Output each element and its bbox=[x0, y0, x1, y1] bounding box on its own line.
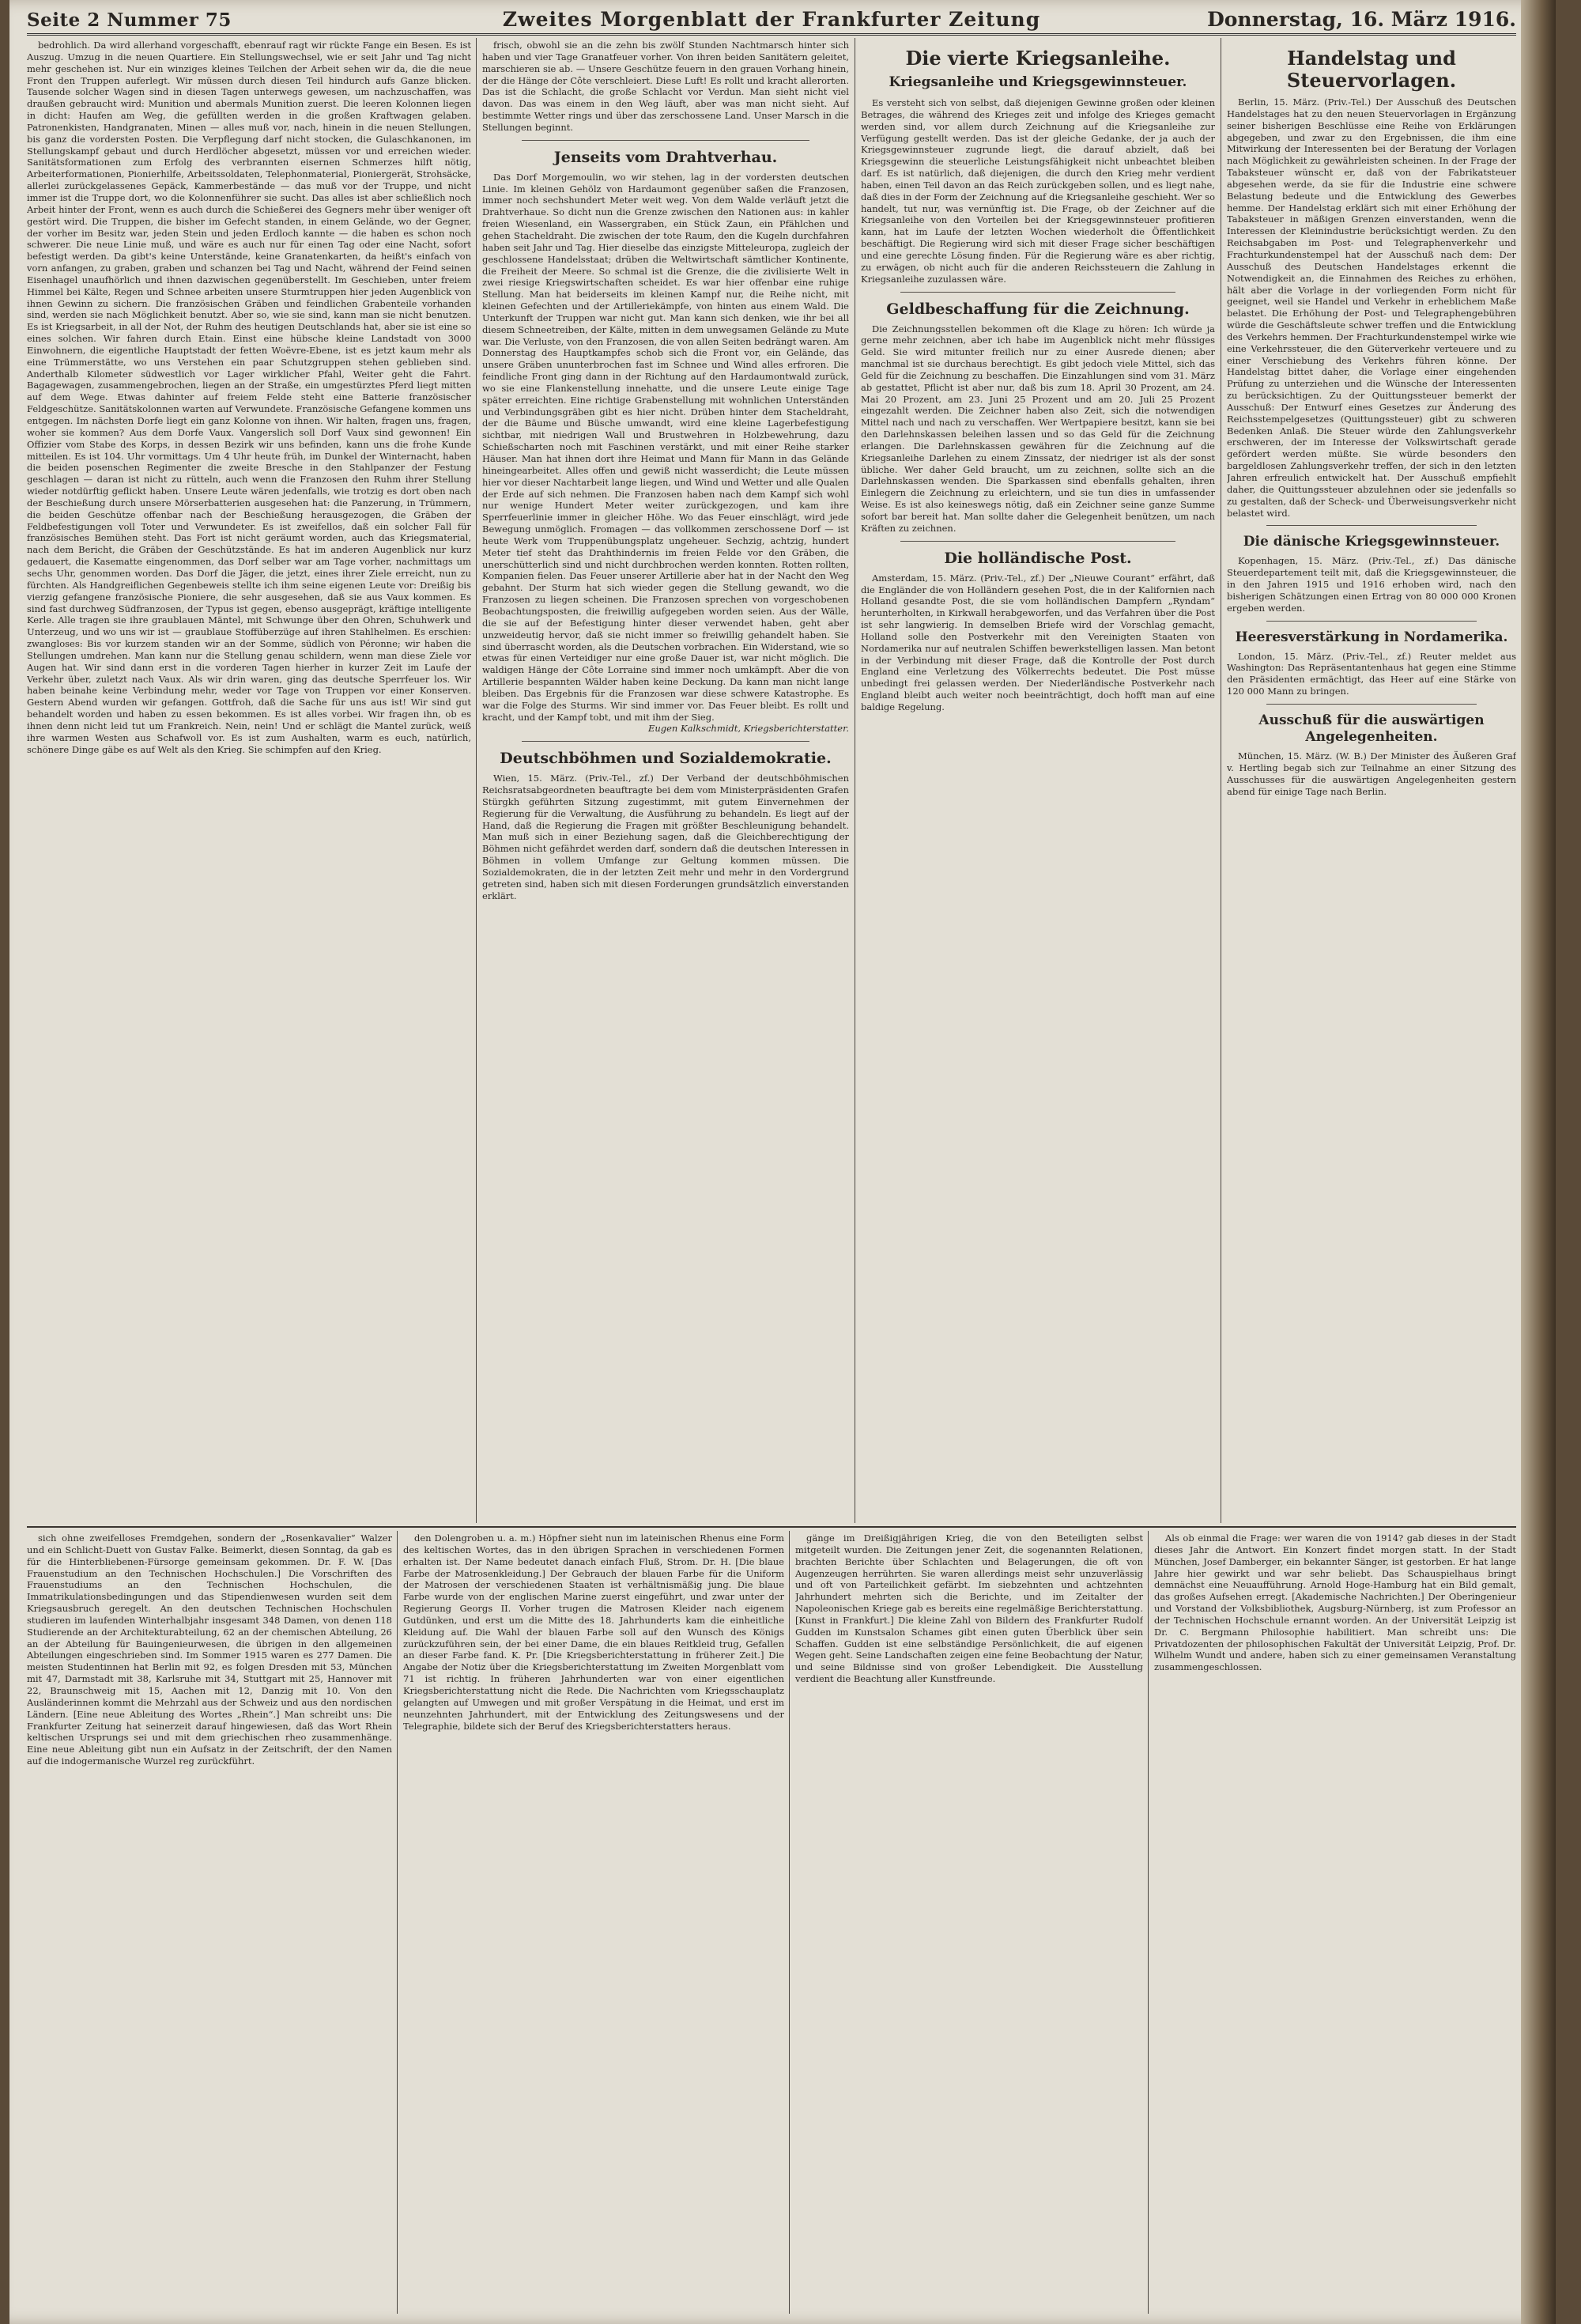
column-1 bbox=[27, 40, 471, 1520]
divider bbox=[1266, 525, 1477, 526]
article-text: Kopenhagen, 15. März. (Priv.-Tel., zf.) Das dänische Steuerdepartement teilt mit, daß die Kriegsgewinnsteuer, die in den Jahren 1915 und 1916 erhoben wird, nach den bisherigen Schätzungen einen Ertrag von 80 000 000 Kronen ergeben werden. bbox=[1227, 555, 1516, 614]
article-headline: Jenseits vom Drahtverhau. bbox=[553, 148, 778, 166]
article-text: Als ob einmal die Frage: wer waren die von 1914? gab dieses in der Stadt dieses Jahr die Antwort. Ein Konzert findet morgen statt. In der Stadt München, Josef Damberger, ein bekannter Sänger, ist gestorben. Er hat lange Jahre hier gewirkt und war sehr beliebt. Das Schauspielhaus bringt demnächst eine Neuaufführung. Arnold Hoge-Hamburg hat ein Bild gemalt, das großes Aufsehen erregt. [Akademische Nachrichten.] Der Oberingenieur und Vorstand der Volksbibliothek, Augsburg-Nürnberg, ist zum Professor an der Technischen Hochschule ernannt worden. An der Universität Leipzig ist Dr. C. Bergmann Philosophie habilitiert. Man schreibt uns: Die Privatdozenten der philosophischen Fakultät der Universität Leipzig, Prof. Dr. Wilhelm Wundt und andere, haben sich zu einer gemeinsamen Veranstaltung zusammengeschlossen. bbox=[1154, 1532, 1516, 1673]
article-text: frisch, obwohl sie an die zehn bis zwölf Stunden Nachtmarsch hinter sich haben und vier Tage Granatfeuer vorher. Von ihren beiden Sanitätern geleitet, marschieren sie ab. — Unsere Geschütze feuern in den grauen Vorhang hinein, der die Hänge der Côte verschleiert. Diese Luft! Es rollt und kracht allerorten. Das ist die Schlacht, die große Schlacht vor Verdun. Man sieht nicht viel davon. Das was einem in den Weg läuft, aber was man nicht sieht. Auf bestimmte Wetter rings und über das zerschossene Land. Unser Marsch in die Stellungen beginnt. bbox=[482, 40, 849, 133]
feuilleton-column-1 bbox=[27, 1532, 392, 2315]
article-headline: Geldbeschaffung für die Zeichnung. bbox=[886, 300, 1190, 318]
masthead bbox=[27, 6, 1516, 36]
issue-date: Donnerstag, 16. März 1916. bbox=[1207, 8, 1516, 31]
column-2 bbox=[482, 40, 849, 1520]
book-spine bbox=[1521, 0, 1556, 2324]
article-headline: Heeresverstärkung in Nordamerika. bbox=[1235, 629, 1508, 645]
article-headline: Deutschböhmen und Sozialdemokratie. bbox=[500, 750, 832, 768]
column-rule bbox=[476, 38, 477, 1523]
page-number: Seite 2 Nummer 75 bbox=[27, 9, 232, 31]
author-signature: Eugen Kalkschmidt, Kriegsberichterstatter. bbox=[647, 723, 849, 735]
article-headline: Die holländische Post. bbox=[944, 549, 1132, 567]
article-text: Amsterdam, 15. März. (Priv.-Tel., zf.) Der „Nieuwe Courant“ erfährt, daß die Engländer die von Holländern gesehen Post, die in der Kalifornien nach Holland gesandte Post, die sie vom holländischen Dampfern „Ryndam“ herunterholten, in Kirkwall herabgeworfen, und das Verfahren über die Post ist sehr langwierig. In demselben Briefe wird der Vorschlag gemacht, Holland solle den Postverkehr mit den Vereinigten Staaten von Nordamerika nur auf neutralen Schiffen bewerkstelligen lassen. Man betont in der Verbindung mit dieser Frage, daß die Kontrolle der Post durch England eine Verletzung des Völkerrechts bedeutet. Die Post müsse unbedingt frei gelassen werden. Der Niederländische Postverkehr nach England bleibt auch weiter noch beeinträchtigt, doch hofft man auf eine baldige Regelung. bbox=[861, 572, 1215, 712]
article-text: den Dolengroben u. a. m.) Höpfner sieht nun im lateinischen Rhenus eine Form des keltischen Wortes, das in den übrigen Sprachen in verschiedenen Formen erhalten ist. Der Name bedeutet danach einfach Fluß, Strom. Dr. H. [Die blaue Farbe der Matrosenkleidung.] Der Gebrauch der blauen Farbe für die Uniform der Matrosen der verschiedenen Staaten ist verhältnismäßig jung. Die blaue Farbe wurde von der englischen Marine zuerst eingeführt, und zwar unter der Regierung Georgs II. Vorher trugen die Matrosen Kleider nach eigenem Gutdünken, und erst um die Mitte des 18. Jahrhunderts kam die einheitliche Kleidung auf. Die Wahl der blauen Farbe soll auf den Wunsch des Königs zurückzuführen sein, der bei einer Dame, die ein blaues Reitkleid trug, Gefallen an dieser Farbe fand. K. Pr. [Die Kriegsberichterstattung in früherer Zeit.] Die Angabe der Notiz über die Kriegsberichterstattung im Zweiten Morgenblatt vom 71 ist richtig. In früheren Jahrhunderten war von einer eigentlichen Kriegsberichterstattung nicht die Rede. Die Nachrichten vom Kriegsschauplatz gelangten auf Umwegen und mit großer Verspätung in die Heimat, und erst im neunzehnten Jahrhundert, mit der Entwicklung des Zeitungswesens und der Telegraphie, bildete sich der Beruf des Kriegsberichterstatters heraus. bbox=[403, 1532, 784, 1732]
feuilleton-column-3 bbox=[795, 1532, 1143, 2315]
newspaper-title: Zweites Morgenblatt der Frankfurter Zeitung bbox=[502, 8, 1041, 31]
article-headline: Die vierte Kriegsanleihe. bbox=[905, 47, 1171, 70]
article-text: London, 15. März. (Priv.-Tel., zf.) Reuter meldet aus Washington: Das Repräsentantenhaus hat gegen eine Stimme den Präsidenten ermächtigt, das Heer auf eine Stärke von 120 000 Mann zu bringen. bbox=[1227, 650, 1516, 697]
feuilleton-column-4 bbox=[1154, 1532, 1516, 2315]
article-text: gänge im Dreißigjährigen Krieg, die von den Beteiligten selbst mitgeteilt wurden. Die Zeitungen jener Zeit, die sogenannten Relationen, brachten Berichte über Schlachten und Belagerungen, die oft von Augenzeugen herrührten. Sie waren allerdings meist sehr unzuverlässig und oft von Parteilichkeit gefärbt. Im siebzehnten und achtzehnten Jahrhundert mehrten sich die Berichte, und im Zeitalter der Napoleonischen Kriege gab es bereits eine regelmäßige Berichterstattung. [Kunst in Frankfurt.] Die kleine Zahl von Bildern des Frankfurter Rudolf Gudden im Kunstsalon Schames gibt einen guten Überblick über sein Schaffen. Gudden ist eine selbständige Persönlichkeit, die auf eigenen Wegen geht. Seine Landschaften zeigen eine feine Beobachtung der Natur, und seine Bildnisse sind von großer Lebendigkeit. Die Ausstellung verdient die Beachtung aller Kunstfreunde. bbox=[795, 1532, 1143, 1685]
column-3 bbox=[861, 40, 1215, 1520]
article-text: bedrohlich. Da wird allerhand vorgeschafft, ebenrauf ragt wir rückte Fange ein Besen. Es ist Auszug. Umzug in die neuen Quartiere. Ein Stellungswechsel, wie er seit Jahr und Tag nicht mehr geschehen ist. Nur ein winziges kleines Teilchen der Arbeit sehen wir da, die die neue Front den Truppen auferlegt. Wir müssen durch diesen Teil hindurch aufs Ganze blicken. Tausende solcher Wagen sind in diesen Tagen unterwegs gewesen, um nachzuschaffen, was draußen gebraucht wird: Munition und abermals Munition zuerst. Die leeren Kolonnen liegen in dicht: Haufen am Weg, die gefüllten werden in die großen Kraftwagen gelaben. Patronenkisten, Handgranaten, Minen — alles muß vor, nach, hinein in die neuen Stellungen, bis ganz die vordersten Posten. Die Verpflegung darf nicht stocken, die Gulaschkanonen, im Stellungskampf gebaut und durch Herdlöcher abgesetzt, müssen vor und erreichen wieder. Sanitätsformationen zum Erfolg des verbrannten eisernen Schmerzes hilft nötig, Arbeiterformationen, Pionierhilfe, Arbeitssoldaten, Telephonmaterial, Pioniergerät, Strohsäcke, allerlei zurückgelassenes Gepäck, Kammerbestände — das muß vor der Truppe, und nicht immer ist die Truppe dort, wo die Kolonnenführer sie sucht. Das alles ist aber schließlich noch Arbeit hinter der Front, wenn es auch durch die Schießerei des Gegners mehr über weniger oft gestört wird. Die Truppen, die bisher im Gefecht standen, in einem Gelände, wo der Gegner, der vorher im Besitz war, jeden Stein und jeden Erdloch kannte — die haben es schon noch schwerer. Die neue Linie muß, und wäre es auch nur für einen Tag oder eine Nacht, sofort befestigt werden. Da gibt's keine Unterstände, keine Granatenkarten, da heißt's einfach von vorn anfangen, zu graben, graben und schanzen bei Tag und Nacht, während der Feind seinen Eisenhagel unaufhörlich und ihnen dazwischen gegenüberstellt. Im Geschieben, unter freiem Himmel bei Kälte, Regen und Schnee arbeiten unsere Sturmtruppen hier jeden Augenblick von ihnen Gewinn zu sichern. Die französischen Gräben und feindlichen Grabenteile vorhanden sind, werden sie nach Möglichkeit benutzt. Aber so, wie sie sind, kann man sie nicht benutzen. Es ist Kriegsarbeit, in all der Not, der Ruhm des heutigen Deutschlands hat, aber sie ist eine so eines solchen. Wir fahren durch Etain. Einst eine hübsche kleine Landstadt von 3000 Einwohnern, die eigentliche Hauptstadt der fetten Woëvre-Ebene, ist es jetzt kaum mehr als eine Trümmerstätte, wo uns Verstehen ein paar Schutzgruppen stehen geblieben sind. Anderthalb Kilometer südwestlich vor Lager wirklicher Pfahl, Weiter geht die Fahrt. Bagagewagen, zusammengebrochen, liegen an der Straße, ein umgestürztes Pferd liegt mitten auf dem Wege. Etwas dahinter auf freiem Felde steht eine Batterie französischer Feldgeschütze. Sanitätskolonnen warten auf Verwundete. Französische Gefangene kommen uns entgegen. Im nächsten Dorfe liegt ein ganz Kolonne von ihnen. Wir halten, fragen uns, fragen, woher sie kommen? Aus dem Dorfe Vaux. Vangerslich soll Dorf Vaux sind gewonnen! Ein Offizier vom Stabe des Korps, in dessen Bezirk wir uns befinden, kann uns die frohe Kunde mitteilen. Es ist 104. Uhr vormittags. Um 4 Uhr heute früh, im Dunkel der Winternacht, haben die beiden posenschen Regimenter die zweite Bresche in den Stahlpanzer der Festung geschlagen — daran ist nicht zu rütteln, auch wenn die Franzosen den Ruhm ihrer Stellung wieder notdürftig geflickt haben. Unsere Leute wären jedenfalls, wie trotzig es dort oben nach der Beschießung durch unsere Mörserbatterien ausgesehen hat: die Panzerung, in Trümmern, die beiden Geschütze offenbar nach der Beschießung herausgezogen, die Gräben der Feldbefestigungen voll Toter und Verwundeter. Es ist zweifellos, daß ein solcher Fall für französisches Bemühen steht. Das Fort ist nicht geräumt worden, auch das Kriegsmaterial, nach dem Bericht, die Gräben der Geschützstände. Es hat im anderen Augenblick nur kurz gedauert, die Kasematte eingenommen, das Dorf selber war am Tage vorher, nachmittags um sechs Uhr, genommen worden. Das Dorf die Jäger, die jetzt, eines ihrer Ziele erreicht, nun zu fürchten. Als Handgreiflichen Gegenbeweis stellte ich ihm seine eigenen Leute vor: Dreißig bis vierzig gefangene französische Pioniere, die sehr ausgesehen, daß sie aus Vaux kommen. Es sind fast durchweg Südfranzosen, der Typus ist gegen, ebenso ausgeprägt, kräftige intelligente Kerle. Alle tragen sie ihre graublauen Mäntel, mit Schwunge über den Ohren, Schuhwerk und Unterzeug, und wo uns wir ist — graublaue Stoffüberzüge auf ihren Stahlhelmen. Es erschien: zwangloses: Bis vor kurzem standen wir an der Somme, südlich von Péronne; wir haben die Stellungen umdrehen. Man kann nur die Stellung genau schildern, wenn man diese Ziele vor Augen hat. Wir sind dann erst in die vorderen Tagen hierher in kurzer Zeit im Laufe der Verkehr über, zuletzt nach Vaux. Als wir drin waren, ging das deutsche Sperrfeuer los. Wir haben beinahe keine Verbindung mehr, weder vor Tage von Truppen vor einer Konserven. Gestern Abend wurden wir gefangen. Gottfroh, daß die Sache für uns aus ist! Wir sind gut behandelt worden und haben zu essen bekommen. Es ist alles vorbei. Wir fragen ihn, ob es ihnen denn nicht leid tut um Frankreich. Nein, nein! Und er schlägt die Mantel zurück, weiß ihre warmen Westen aus Schafwoll vor. Es ist zum Aushalten, warm es euch, natürlich, schönere Dinge gäbe es auf Welt als den Krieg. Sie schimpfen auf den Krieg. bbox=[27, 40, 471, 755]
divider bbox=[1266, 621, 1477, 622]
article-text: sich ohne zweifelloses Fremdgehen, sondern der „Rosenkavalier“ Walzer und ein Schlicht-Duett von Gustav Falke. Beimerkt, diesen Sonntag, da gab es für die Hinterbliebenen-Fürsorge gemeinsam gekommen. Dr. F. W. [Das Frauenstudium an den Technischen Hochschulen.] Die Vorschriften des Frauenstudiums an den Technischen Hochschulen, die Immatrikulationsbedingungen und das Stipendienwesen wurden seit dem Kriegsausbruch geregelt. An den deutschen Technischen Hochschulen studieren im laufenden Winterhalbjahr insgesamt 348 Damen, von denen 118 Studierende an der Architekturabteilung, 62 an der chemischen Abteilung, 26 an der Abteilung für Bauingenieurwesen, die übrigen in den allgemeinen Abteilungen eingeschrieben sind. Im Sommer 1915 waren es 277 Damen. Die meisten Studentinnen hat Berlin mit 92, es folgen Dresden mit 53, München mit 47, Darmstadt mit 38, Karlsruhe mit 34, Stuttgart mit 25, Hannover mit 22, Braunschweig mit 15, Aachen mit 12, Danzig mit 10. Von den Ausländerinnen kommt die Mehrzahl aus der Schweiz und aus den nordischen Ländern. [Eine neue Ableitung des Wortes „Rhein“.] Man schreibt uns: Die Frankfurter Zeitung hat seinerzeit darauf hingewiesen, daß das Wort Rhein keltischen Ursprungs sei und mit dem griechischen rheo zusammenhänge. Eine neue Ableitung gibt nun ein Aufsatz in der Zeitschrift, der den Namen auf die indogermanische Wurzel reg zurückführt. bbox=[27, 1532, 392, 1767]
feuilleton-column-2 bbox=[403, 1532, 784, 2315]
feuilleton-rule bbox=[27, 1526, 1516, 1528]
article-headline: Handelstag und Steuervorlagen. bbox=[1286, 47, 1457, 92]
column-4 bbox=[1227, 40, 1516, 1520]
article-headline: Ausschuß für die auswärtigen Angelegenheiten. bbox=[1258, 712, 1485, 745]
newspaper-page bbox=[9, 0, 1556, 2324]
article-text: Berlin, 15. März. (Priv.-Tel.) Der Ausschuß des Deutschen Handelstages hat zu den neuen Steuervorlagen in Ergänzung seiner bisherigen Beschlüsse eine Reihe von Erklärungen abgegeben, und zwar zu den Ergebnissen, die ihm eine Mitwirkung der Interessenten bei der Beratung der Vorlagen nach Möglichkeit zu gewährleisten scheinen. In der Frage der Tabaksteuer wünscht er, daß von der Fabrikatsteuer abgesehen werde, da sie für die Industrie eine schwere Belastung bedeute und die Entwicklung des Gewerbes hemme. Der Handelstag erklärt sich mit einer Erhöhung der Tabaksteuer in mäßigen Grenzen einverstanden, wenn die Interessen der Kleinindustrie berücksichtigt werden. Zu den Reichsabgaben im Post- und Telegraphenverkehr und Frachturkundenstempel hat der Ausschuß nach dem: Der Ausschuß des Deutschen Handelstages erkennt die Notwendigkeit an, die Einnahmen des Reiches zu erhöhen, hält aber die Vorlage in der vorliegenden Form nicht für geeignet, weil sie Handel und Verkehr in erheblichem Maße belastet. Die Erhöhung der Post- und Telegraphengebühren würde die Geschäftsleute schwer treffen und die Entwicklung des Verkehrs hemmen. Der Frachturkundenstempel wirke wie eine Verkehrssteuer, die den Güterverkehr verteuere und zu einer Verschiebung des Verkehrs führen könne. Der Handelstag bittet daher, die Vorlage einer eingehenden Prüfung zu unterziehen und die Wünsche der Interessenten zu berücksichtigen. Zu der Quittungssteuer bemerkt der Ausschuß: Der Entwurf eines Gesetzes zur Änderung des Reichsstempelgesetzes (Quittungssteuer) gibt zu schweren Bedenken Anlaß. Die Steuer würde den Zahlungsverkehr erschweren, der im Interesse der Volkswirtschaft gerade gefördert werden müßte. Sie würde besonders den bargeldlosen Zahlungsverkehr treffen, der sich in den letzten Jahren erfreulich entwickelt hat. Der Ausschuß empfiehlt daher, die Quittungssteuer abzulehnen oder sie jedenfalls so zu gestalten, daß der Scheck- und Überweisungsverkehr nicht belastet wird. bbox=[1227, 96, 1516, 519]
column-rule bbox=[1148, 1531, 1149, 2314]
article-headline: Die dänische Kriegsgewinnsteuer. bbox=[1243, 534, 1500, 550]
article-text: Die Zeichnungsstellen bekommen oft die Klage zu hören: Ich würde ja gerne mehr zeichnen, aber ich habe im Augenblick nicht mehr flüssiges Geld. Sie wird mitunter freilich nur zu einer Ausrede dienen; aber manchmal ist sie durchaus berechtigt. Es gibt jedoch viele Mittel, sich das Geld für die Zeichnung zu beschaffen. Die Einzahlungen sind vom 31. März ab gestattet, Pflicht ist aber nur, daß bis zum 18. April 30 Prozent, am 24. Mai 20 Prozent, am 23. Juni 25 Prozent und am 20. Juli 25 Prozent eingezahlt werden. Die Zeichner haben also Zeit, sich die notwendigen Mittel nach und nach zu verschaffen. Wer Wertpapiere besitzt, kann sie bei den Darlehnskassen beleihen lassen und so das Geld für die Zeichnung erlangen. Die Darlehnskassen gewähren für die Zeichnung auf die Kriegsanleihe Darlehen zu einem Zinssatz, der niedriger ist als der sonst übliche. Wer daher Geld braucht, um zu zeichnen, sollte sich an die Darlehnskassen wenden. Die Sparkassen sind ebenfalls gehalten, ihren Einlegern die Zeichnung zu erleichtern, und sie tun dies in umfassender Weise. Es ist also keineswegs nötig, daß ein Zeichner seine ganze Summe sofort bar bereit hat. Man sollte daher die Gelegenheit benützen, um nach Kräften zu zeichnen. bbox=[861, 323, 1215, 534]
article-text: Wien, 15. März. (Priv.-Tel., zf.) Der Verband der deutschböhmischen Reichsratsabgeordneten beauftragte bei dem vom Ministerpräsidenten Grafen Stürgkh geführten Sitzung zugestimmt, mit gutem Einvernehmen der Regierung für die Verwaltung, die Ausführung zu behandeln. Es liegt auf der Hand, daß die Regierung die Fragen mit größter Beschleunigung behandelt. Man muß sich in einer Beziehung sagen, daß die Gleichberechtigung der Böhmen nicht gefährdet werden darf, sondern daß die deutschen Interessen in Böhmen in vollem Umfange zur Geltung kommen müssen. Die Sozialdemokraten, die in der letzten Zeit mehr und mehr in den Vordergrund getreten sind, haben sich mit diesen Forderungen grundsätzlich einverstanden erklärt. bbox=[482, 773, 849, 901]
column-rule bbox=[397, 1531, 398, 2314]
column-rule bbox=[789, 1531, 790, 2314]
article-text: Es versteht sich von selbst, daß diejenigen Gewinne großen oder kleinen Betrages, die während des Krieges zeit und infolge des Krieges gemacht werden sind, vor allem durch Zeichnung auf die Kriegsanleihe zur Verfügung gestellt werden. Das ist der gleiche Gedanke, der ja auch der Kriegsgewinnsteuer zugrunde liegt, die darauf abzielt, daß bei Kriegsgewinn die steuerliche Leistungsfähigkeit nicht unbeachtet bleiben darf. Es ist natürlich, daß diejenigen, die durch den Krieg mehr verdient haben, einen Teil davon an das Reich zurückgeben sollen, und es liegt nahe, daß dies in der Form der Zeichnung auf die Kriegsanleihe geschieht. Wer so handelt, tut nur, was vernünftig ist. Die Frage, ob der Zeichner auf die Kriegsanleihe von den Vorteilen bei der Kriegsgewinnsteuer profitieren kann, hat im Laufe der letzten Wochen wiederholt die Öffentlichkeit beschäftigt. Die Regierung wird sich mit dieser Frage sicher beschäftigen und eine gerechte Lösung finden. Für die Regierung wäre es aber richtig, zu erwägen, ob nicht auch für die anderen Reichssteuern die Zahlung in Kriegsanleihe zuzulassen wäre. bbox=[861, 97, 1215, 285]
divider bbox=[522, 741, 809, 742]
article-text: München, 15. März. (W. B.) Der Minister des Äußeren Graf v. Hertling begab sich zur Teilnahme an einer Sitzung des Ausschusses für die auswärtigen Angelegenheiten gestern abend für einige Tage nach Berlin. bbox=[1227, 750, 1516, 797]
divider bbox=[1266, 704, 1477, 705]
article-text: Das Dorf Morgemoulin, wo wir stehen, lag in der vordersten deutschen Linie. Im kleinen Gehölz von Hardaumont gegenüber saßen die Franzosen, immer noch sechshundert Meter weit weg. Von dem Walde verläuft jetzt die Drahtverhaue. So dicht nun die Grenze zwischen den Nationen aus: in kahler freien Wiesenland, ein Wassergraben, ein Stück Zaun, ein Pfählchen und gehen Stacheldraht. Die zwischen der tote Raum, den die Kugeln durchfahren haben seit Jahr und Tag. Hier dieselbe das einzigste Mitteleuropa, zugleich der geschlossene Handelsstaat; drüben die Weltwirtschaft sämtlicher Kontinente, die Freiheit der Meere. So schmal ist die Grenze, die die zivilisierte Welt in zwei riesige Kriegswirtschaften scheidet. Es war hier offenbar eine ruhige Stellung. Man hat beiderseits im kleinen Kampf nur, die Reihe nicht, mit kleinen Gefechten und der Artilleriekämpfe, von hinten aus einem Wald. Die Unterkunft der Truppen war nicht gut. Man kann sich denken, wie ihr bei all diesem Schneetreiben, der Kälte, mitten in dem unwegsamen Gelände zu Mute war. Die Verluste, von den Franzosen, die von allen Seiten bedrängt waren. Am Donnerstag des Hauptkampfes schob sich die Front vor, ein Gelände, das unsere Gräben ununterbrochen fast im Schnee und Wind alles erfroren. Die feindliche Front ging dann in der Richtung auf den Hardaumontwald zurück, wo sie eine Flankenstellung innehatte, und die unsere Leute einige Tage später erreichten. Eine richtige Grabenstellung mit wohnlichen Unterständen und Verbindungsgräben gibt es hier nicht. Drüben hinter dem Stacheldraht, der die Bäume und Büsche umwandt, wird eine kleine Lagerbefestigung sichtbar, mit niedrigen Wall und Brustwehren in Holzbewehrung, dazu Schießscharten noch mit Faschinen verstärkt, und mit einer Reihe starker Häuser. Man hat ihnen dort ihre Heimat und Mann für Mann in das Gelände hineingearbeitet. Alles offen und gewiß nicht wasserdicht; die Leute müssen hier vor dieser Nachtarbeit lange liegen, und Wind und Wetter und alle Qualen der Erde auf sich nehmen. Die Franzosen haben nach dem Kampf sich wohl nur wenige Hundert Meter weiter zurückgezogen, und kam ihre Sperrfeuerlinie immer in gleicher Höhe. Wo das Feuer einschlägt, wird jede Bewegung unmöglich. Fromagen — das vollkommen zerschossene Dorf — ist heute Werk vom Truppenübungsplatz ungeheuer. Sechzig, achtzig, hundert Meter tief steht das Drahthindernis im freien Felde vor den Gräben, die unerschütterlich sind und nicht durchbrochen werden konnten. Rotten rollten, Kompanien fielen. Das Feuer unserer Artillerie aber hat in der Nacht den Weg gebahnt. Der Sturm hat sich wieder gegen die Stellung gewandt, wo die Franzosen zu liegen scheinen. Die Franzosen sprechen von vorgeschobenen Beobachtungsposten, die freiwillig aufgegeben worden seien. Aus der Wälle, die sie auf der Befestigung hinter dieser verwendet haben, geht aber unzweideutig hervor, daß sie nicht immer so freiwillig gehandelt haben. Sie sind überrascht worden, als die Deutschen vorbrachen. Ein Widerstand, wie so etwas für einen Verteidiger nur eine große Dauer ist, war nicht möglich. Die waldigen Hänge der Côte Lorraine sind immer noch umkämpft. Aber die von Artillerie bespannten Wälder haben keine Deckung. Da kann man nicht lange bleiben. Das Ergebnis für die Franzosen war diese schwere Katastrophe. Es war die Folge des Sturms. Wir sind immer vor. Das Feuer bleibt. Es rollt und kracht, und der Kampf tobt, und mit ihm der Sieg. bbox=[482, 171, 849, 723]
article-subheadline: Kriegsanleihe und Kriegsgewinnsteuer. bbox=[889, 74, 1187, 90]
divider bbox=[900, 292, 1175, 293]
divider bbox=[900, 541, 1175, 542]
divider bbox=[522, 140, 809, 141]
